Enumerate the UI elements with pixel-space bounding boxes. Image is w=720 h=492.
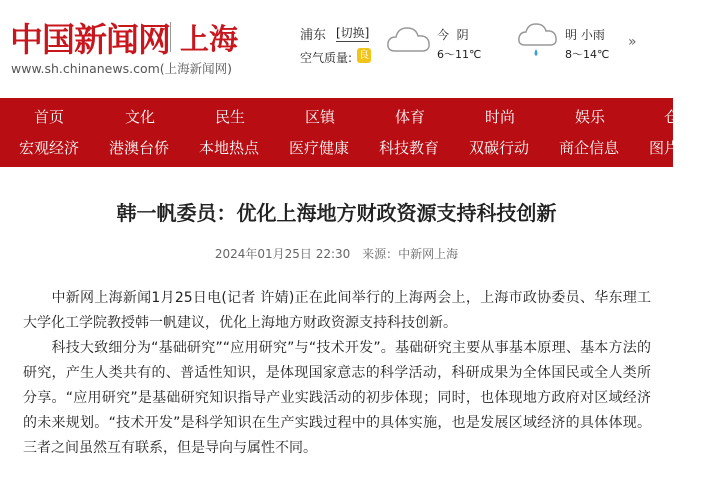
weather-switch-link[interactable]: [切换] [336, 26, 370, 40]
weather-tomorrow-temp: 8～14℃ [565, 48, 610, 61]
article-datetime: 2024年01月25日 22:30 [214, 247, 351, 261]
article-paragraph: 中新网上海新闻1月25日电(记者 许婧)正在此间举行的上海两会上，上海市政协委员、华东理工大学化工学院教授韩一帆建议，优化上海地方财政资源支持科技创新。 [23, 290, 651, 331]
article-meta [0, 245, 673, 262]
nav-item-hk-macau-taiwan[interactable]: 港澳台侨 [109, 139, 170, 157]
nav-item-business[interactable]: 商企信息 [559, 139, 620, 157]
main-nav [0, 98, 680, 167]
nav-row-primary [0, 101, 720, 134]
weather-tomorrow-text: 小雨 [580, 28, 605, 42]
nav-item-carbon[interactable]: 双碳行动 [469, 139, 530, 157]
article-paragraph: 科技大致细分为“基础研究”“应用研究”与“技术开发”。基础研究主要从事基本原理、基本方法的研究，产生人类共有的、普适性知识，是体现国家意志的科学活动，科研成果为全体国民或全人类所分享。“应用研究”是基础研究知识指导产业实践活动的初步体现；同时，也体现地方政府对区域经济的未来规划。“技术开发”是科学知识在生产实践过程中的具体实施，也是发展区域经济的具体体现。三者之间虽然互有联系，但是导向与属性不同。 [23, 340, 651, 456]
site-city-name[interactable]: 上海 [180, 22, 239, 56]
weather-today-label: 今 [437, 28, 450, 42]
nav-item-sports[interactable]: 体育 [395, 108, 426, 126]
nav-item-fashion[interactable]: 时尚 [485, 108, 516, 126]
site-logo[interactable]: 中国新闻网 [10, 20, 170, 59]
weather-today-temp: 6～11℃ [437, 48, 482, 61]
nav-item-health[interactable]: 医疗健康 [289, 139, 350, 157]
light-rain-icon [516, 20, 560, 60]
nav-item-macro-economy[interactable]: 宏观经济 [19, 139, 80, 157]
article-title: 韩一帆委员：优化上海地方财政资源支持科技创新 [116, 201, 557, 225]
weather-today-condition [437, 26, 469, 43]
weather-tomorrow-condition [565, 26, 605, 43]
site-header [0, 0, 673, 98]
weather-location: 浦东 [300, 28, 327, 43]
nav-item-entertainment[interactable]: 娱乐 [575, 108, 606, 126]
nav-item-culture[interactable]: 文化 [125, 108, 156, 126]
nav-item-overflow[interactable]: 仓 [664, 108, 680, 126]
air-quality-badge: 良 [359, 50, 369, 61]
logo-divider [170, 22, 171, 52]
nav-item-districts[interactable]: 区镇 [305, 108, 336, 126]
nav-item-sci-edu[interactable]: 科技教育 [379, 139, 440, 157]
cloudy-icon [385, 22, 433, 56]
nav-item-home[interactable]: 首页 [34, 108, 65, 126]
nav-item-livelihood[interactable]: 民生 [215, 108, 246, 126]
weather-tomorrow-label: 明 [565, 28, 578, 42]
weather-today-text: 阴 [456, 28, 469, 42]
site-url: www.sh.chinanews.com(上海新闻网) [11, 61, 233, 76]
weather-more-icon[interactable]: » [628, 34, 637, 50]
article-source: 来源：中新网上海 [362, 247, 459, 261]
air-quality-label: 空气质量: [300, 51, 353, 65]
nav-item-photos[interactable]: 图片 [649, 139, 680, 157]
nav-row-secondary [0, 132, 720, 165]
nav-item-local-hot[interactable]: 本地热点 [199, 139, 260, 157]
